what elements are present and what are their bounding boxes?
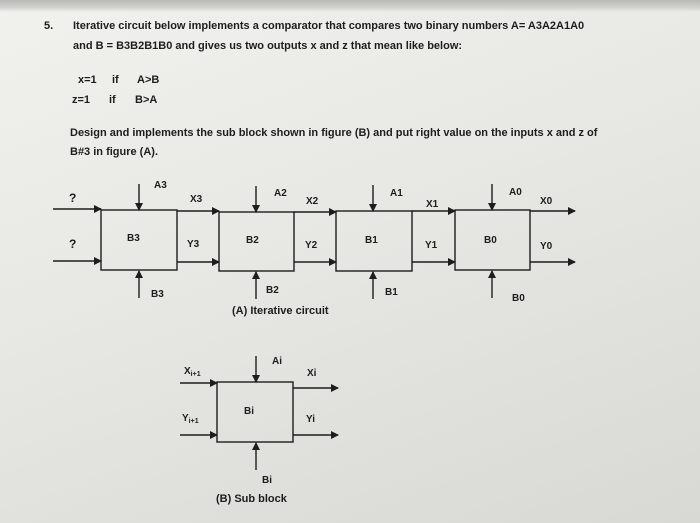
condition-z-relation: B>A xyxy=(135,94,158,106)
sub-block xyxy=(217,382,293,442)
condition-x-word: if xyxy=(112,74,119,86)
block-b0-label: B0 xyxy=(484,235,497,246)
x2-label: X2 xyxy=(306,196,319,207)
condition-x-lhs: x=1 xyxy=(78,74,97,86)
a0-label: A0 xyxy=(509,187,522,198)
yi-label: Yi xyxy=(306,414,316,425)
figure-a-caption: (A) Iterative circuit xyxy=(232,305,329,317)
x1-label: X1 xyxy=(426,199,439,210)
xi-label: Xi xyxy=(307,368,317,379)
b3-label: B3 xyxy=(151,289,164,300)
question-line-1: Iterative circuit below implements a comparator that compares two binary numbers A= A3A2A1A0 xyxy=(73,20,585,32)
sub-block-label: Bi xyxy=(244,406,254,417)
block-b2-label: B2 xyxy=(246,235,259,246)
b2-label: B2 xyxy=(266,285,279,296)
x3-label: X3 xyxy=(190,194,203,205)
unknown-x-input: ? xyxy=(69,191,77,205)
xi1-label: $X_{i+1}$ xyxy=(184,366,201,378)
unknown-z-input: ? xyxy=(69,237,77,251)
condition-z-lhs: z=1 xyxy=(72,94,91,106)
ai-label: Ai xyxy=(272,356,282,367)
figure-b-caption: (B) Sub block xyxy=(216,493,287,505)
block-b1-label: B1 xyxy=(365,235,378,246)
x0-label: X0 xyxy=(540,196,553,207)
condition-x-relation: A>B xyxy=(137,74,160,86)
task-line-2: B#3 in figure (A). xyxy=(70,146,159,158)
question-number: 5. xyxy=(44,20,54,32)
y3-label: Y3 xyxy=(187,239,200,250)
a1-label: A1 xyxy=(390,188,403,199)
bi-label: Bi xyxy=(262,475,272,486)
condition-z-word: if xyxy=(109,94,116,106)
yi1-label: $Y_{i+1}$ xyxy=(182,413,199,425)
b0-label: B0 xyxy=(512,293,525,304)
b1-label: B1 xyxy=(385,287,398,298)
y1-label: Y1 xyxy=(425,240,438,251)
a2-label: A2 xyxy=(274,188,287,199)
question-line-2: and B = B3B2B1B0 and gives us two outputs x and z that mean like below: xyxy=(73,40,463,52)
block-b3-label: B3 xyxy=(127,233,140,244)
task-line-1: Design and implements the sub block shown in figure (B) and put right value on the inputs x and z of xyxy=(70,127,598,139)
a3-label: A3 xyxy=(154,180,167,191)
y2-label: Y2 xyxy=(305,240,318,251)
y0-label: Y0 xyxy=(540,241,553,252)
